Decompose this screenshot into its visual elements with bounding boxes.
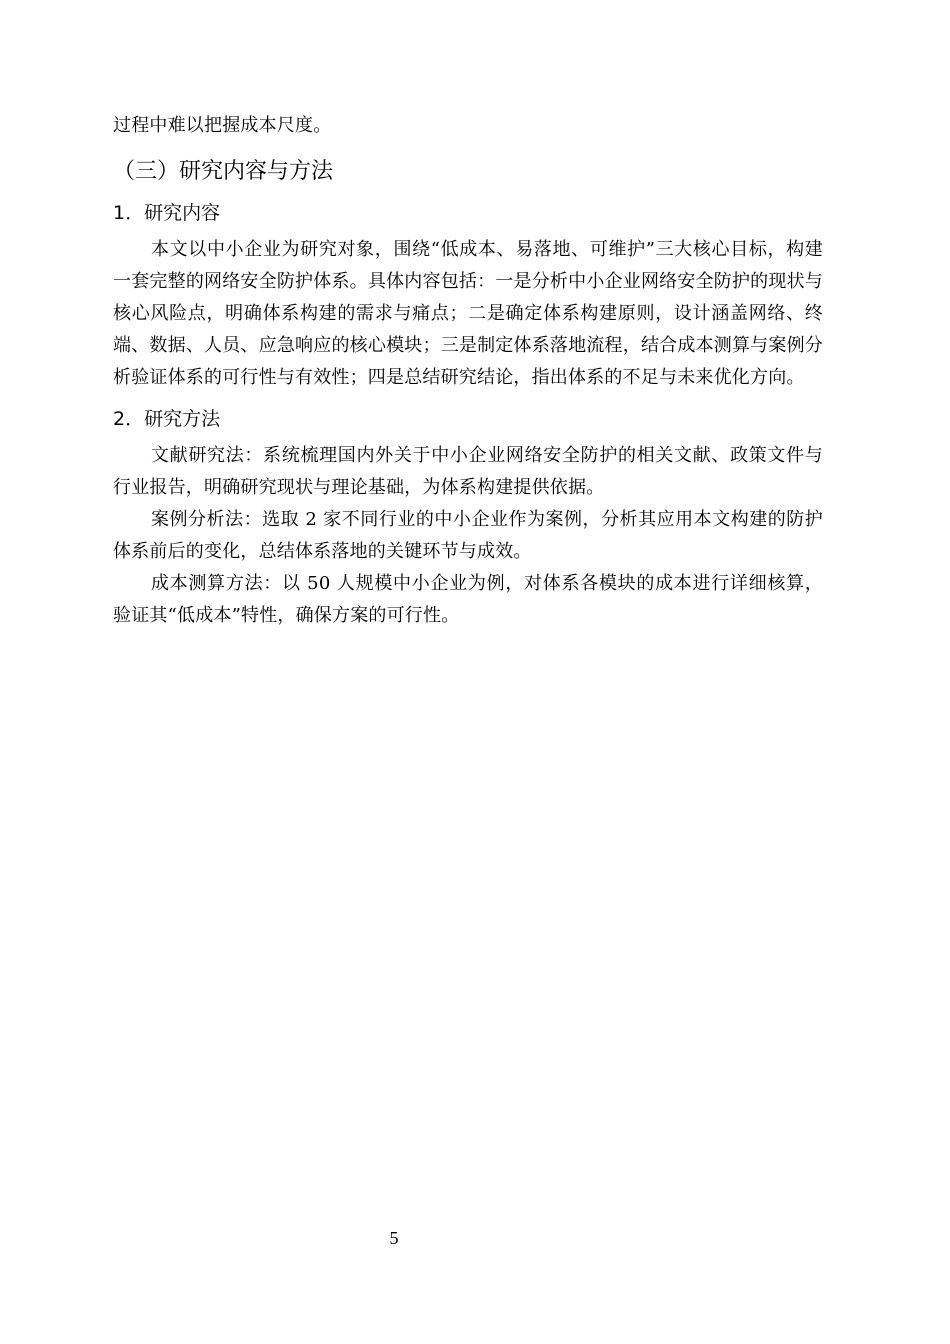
- carryover-paragraph: 过程中难以把握成本尺度。: [113, 115, 332, 136]
- method-paragraph-literature: 文献研究法：系统梳理国内外关于中小企业网络安全防护的相关文献、政策文件与行业报告，明确研究现状与理论基础，为体系构建提供依据。: [113, 445, 823, 498]
- subsection-heading-research-content: 1．研究内容: [113, 202, 221, 224]
- page-content: [113, 110, 823, 632]
- research-content-paragraph: 本文以中小企业为研究对象，围绕“低成本、易落地、可维护”三大核心目标，构建一套完整的网络安全防护体系。具体内容包括：一是分析中小企业网络安全防护的现状与核心风险点，明确体系构建的需求与痛点；二是确定体系构建原则，设计涵盖网络、终端、数据、人员、应急响应的核心模块；三是制定体系落地流程，结合成本测算与案例分析验证体系的可行性与有效性；四是总结研究结论，指出体系的不足与未来优化方向。: [113, 239, 823, 388]
- method-paragraph-case-study: 案例分析法：选取 2 家不同行业的中小企业作为案例，分析其应用本文构建的防护体系前后的变化，总结体系落地的关键环节与成效。: [113, 509, 823, 562]
- method-paragraph-cost-estimation: 成本测算方法：以 50 人规模中小企业为例，对体系各模块的成本进行详细核算，验证其“低成本”特性，确保方案的可行性。: [113, 573, 823, 626]
- section-heading: （三）研究内容与方法: [113, 159, 334, 184]
- subsection-heading-research-methods: 2．研究方法: [113, 408, 221, 430]
- page-number: 5: [389, 1228, 399, 1248]
